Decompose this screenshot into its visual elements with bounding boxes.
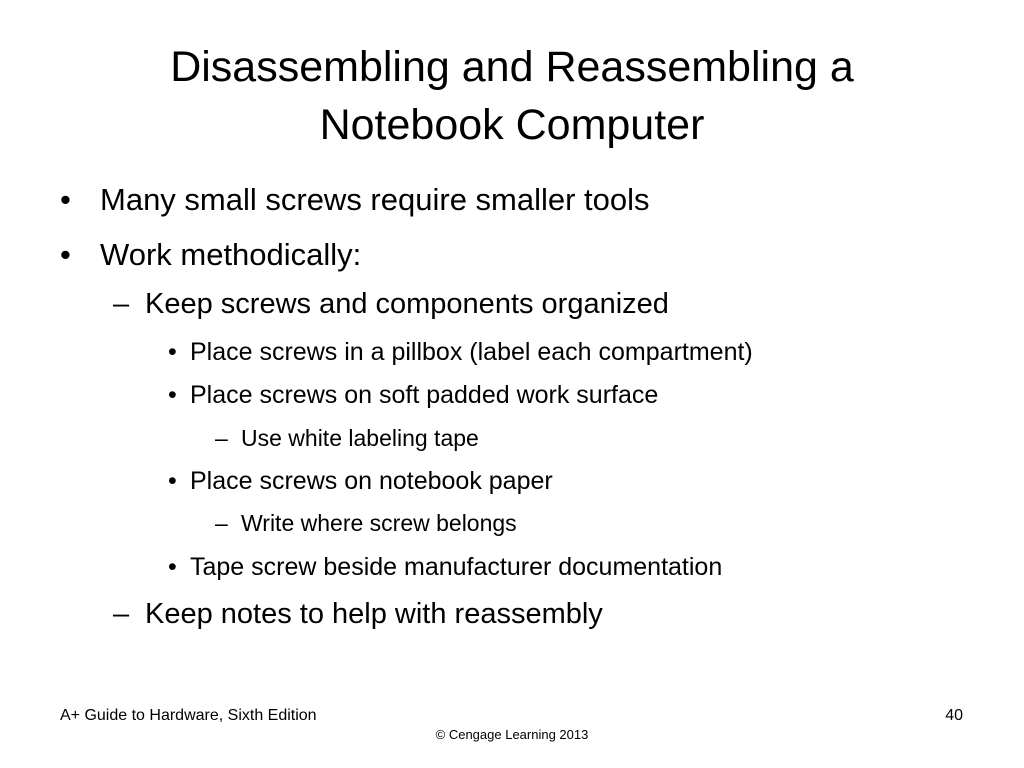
level4-bullet-text: Write where screw belongs xyxy=(241,510,517,536)
sub-sub-bullet-text: Place screws on soft padded work surface xyxy=(190,381,659,409)
footer-copyright: © Cengage Learning 2013 xyxy=(435,727,589,742)
bullet-marker: • xyxy=(168,553,177,581)
dash-marker: – xyxy=(215,510,228,536)
bullet-marker: • xyxy=(168,338,177,366)
title-line: Notebook Computer xyxy=(319,101,705,149)
bullet-marker: • xyxy=(168,467,177,495)
slide-title xyxy=(60,38,964,154)
footer-book-title: A+ Guide to Hardware, Sixth Edition xyxy=(60,707,317,724)
title-line: Disassembling and Reassembling a xyxy=(170,43,854,91)
dash-marker: – xyxy=(215,425,228,451)
sub-bullet-text: Keep notes to help with reassembly xyxy=(145,598,603,630)
sub-sub-bullet-text: Tape screw beside manufacturer documentation xyxy=(190,553,723,581)
sub-sub-bullet-text: Place screws on notebook paper xyxy=(190,467,553,495)
bullet-marker: • xyxy=(168,381,177,409)
level4-bullet-text: Use white labeling tape xyxy=(241,425,479,451)
bullet-text: Work methodically: xyxy=(100,237,362,272)
dash-marker: – xyxy=(113,288,130,320)
dash-marker: – xyxy=(113,598,130,630)
sub-sub-bullet-text: Place screws in a pillbox (label each compartment) xyxy=(190,338,753,366)
bullet-text: Many small screws require smaller tools xyxy=(100,182,650,217)
sub-bullet-text: Keep screws and components organized xyxy=(145,288,669,320)
bullet-marker: • xyxy=(60,237,71,272)
slide-number: 40 xyxy=(945,707,963,724)
bullet-marker: • xyxy=(60,182,71,217)
